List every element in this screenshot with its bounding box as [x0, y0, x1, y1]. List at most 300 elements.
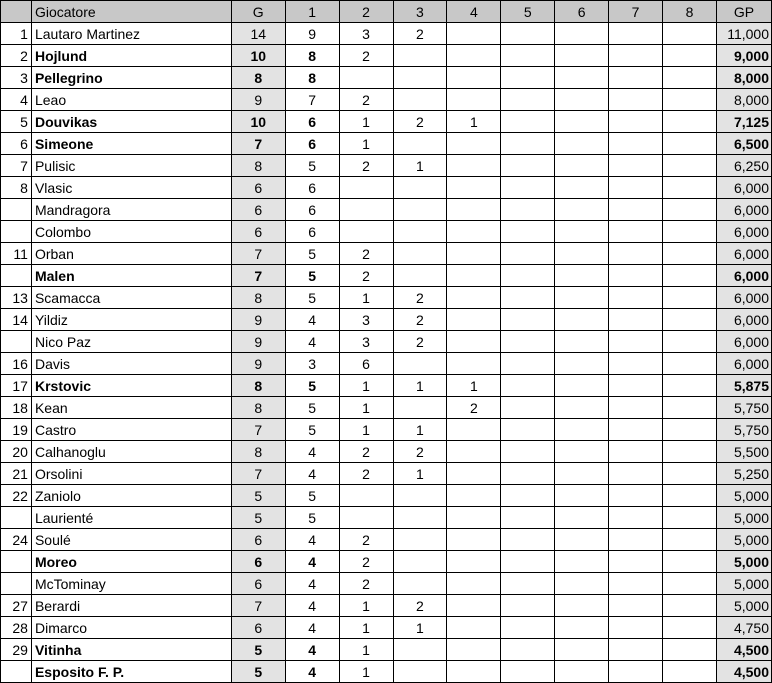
header-col-3: 3 — [393, 1, 447, 23]
gp-cell: 5,000 — [716, 573, 771, 595]
rank-cell: 19 — [1, 419, 32, 441]
col-7-cell — [609, 177, 663, 199]
col-6-cell — [555, 639, 609, 661]
col-3-cell: 2 — [393, 331, 447, 353]
col-7-cell — [609, 639, 663, 661]
col-7-cell — [609, 67, 663, 89]
player-name-cell: Krstovic — [31, 375, 231, 397]
rank-cell: 21 — [1, 463, 32, 485]
col-5-cell — [501, 89, 555, 111]
g-cell: 6 — [231, 617, 285, 639]
player-name-cell: Berardi — [31, 595, 231, 617]
player-name-cell: Mandragora — [31, 199, 231, 221]
col-1-cell: 5 — [285, 155, 339, 177]
col-1-cell: 4 — [285, 617, 339, 639]
g-cell: 6 — [231, 573, 285, 595]
rank-cell: 11 — [1, 243, 32, 265]
col-6-cell — [555, 23, 609, 45]
gp-cell: 5,000 — [716, 507, 771, 529]
g-cell: 14 — [231, 23, 285, 45]
player-name-cell: Kean — [31, 397, 231, 419]
col-3-cell — [393, 265, 447, 287]
col-2-cell: 2 — [339, 463, 393, 485]
col-4-cell — [447, 221, 501, 243]
table-row — [1, 551, 772, 573]
g-cell: 10 — [231, 111, 285, 133]
col-5-cell — [501, 309, 555, 331]
col-5-cell — [501, 265, 555, 287]
col-3-cell — [393, 221, 447, 243]
col-4-cell — [447, 67, 501, 89]
col-4-cell — [447, 529, 501, 551]
player-name-cell: Dimarco — [31, 617, 231, 639]
col-2-cell: 2 — [339, 155, 393, 177]
col-8-cell — [663, 133, 717, 155]
player-name-cell: Yildiz — [31, 309, 231, 331]
col-4-cell — [447, 661, 501, 683]
table-row — [1, 507, 772, 529]
col-7-cell — [609, 45, 663, 67]
gp-cell: 4,500 — [716, 639, 771, 661]
player-name-cell: Pellegrino — [31, 67, 231, 89]
table-body — [1, 23, 772, 683]
rank-cell: 3 — [1, 67, 32, 89]
g-cell: 5 — [231, 507, 285, 529]
gp-cell: 4,500 — [716, 661, 771, 683]
table-row — [1, 287, 772, 309]
col-3-cell — [393, 397, 447, 419]
col-8-cell — [663, 221, 717, 243]
col-5-cell — [501, 661, 555, 683]
table-row — [1, 463, 772, 485]
col-5-cell — [501, 155, 555, 177]
col-3-cell: 1 — [393, 155, 447, 177]
gp-cell: 5,750 — [716, 419, 771, 441]
g-cell: 8 — [231, 155, 285, 177]
rank-cell: 13 — [1, 287, 32, 309]
col-6-cell — [555, 287, 609, 309]
col-7-cell — [609, 199, 663, 221]
col-4-cell — [447, 243, 501, 265]
col-7-cell — [609, 507, 663, 529]
col-6-cell — [555, 243, 609, 265]
col-8-cell — [663, 353, 717, 375]
col-2-cell: 2 — [339, 265, 393, 287]
col-4-cell — [447, 89, 501, 111]
col-8-cell — [663, 419, 717, 441]
gp-cell: 8,000 — [716, 89, 771, 111]
col-2-cell: 2 — [339, 89, 393, 111]
col-3-cell: 2 — [393, 111, 447, 133]
col-5-cell — [501, 397, 555, 419]
rank-cell — [1, 661, 32, 683]
col-7-cell — [609, 419, 663, 441]
table-row — [1, 661, 772, 683]
col-5-cell — [501, 67, 555, 89]
header-col-8: 8 — [663, 1, 717, 23]
col-1-cell: 5 — [285, 243, 339, 265]
col-5-cell — [501, 45, 555, 67]
rank-cell: 18 — [1, 397, 32, 419]
col-1-cell: 7 — [285, 89, 339, 111]
col-7-cell — [609, 661, 663, 683]
rank-cell: 27 — [1, 595, 32, 617]
col-4-cell — [447, 419, 501, 441]
col-1-cell: 4 — [285, 661, 339, 683]
col-8-cell — [663, 45, 717, 67]
col-7-cell — [609, 529, 663, 551]
col-8-cell — [663, 23, 717, 45]
col-6-cell — [555, 375, 609, 397]
table-row — [1, 353, 772, 375]
rank-cell: 5 — [1, 111, 32, 133]
gp-cell: 9,000 — [716, 45, 771, 67]
col-7-cell — [609, 243, 663, 265]
table-row — [1, 375, 772, 397]
col-1-cell: 4 — [285, 573, 339, 595]
col-5-cell — [501, 177, 555, 199]
player-name-cell: Colombo — [31, 221, 231, 243]
col-5-cell — [501, 639, 555, 661]
player-name-cell: Lautaro Martinez — [31, 23, 231, 45]
player-name-cell: Douvikas — [31, 111, 231, 133]
col-1-cell: 4 — [285, 331, 339, 353]
g-cell: 5 — [231, 485, 285, 507]
rank-cell — [1, 331, 32, 353]
gp-cell: 6,000 — [716, 221, 771, 243]
col-8-cell — [663, 441, 717, 463]
col-6-cell — [555, 397, 609, 419]
col-8-cell — [663, 177, 717, 199]
col-4-cell — [447, 309, 501, 331]
rank-cell: 22 — [1, 485, 32, 507]
g-cell: 8 — [231, 287, 285, 309]
col-5-cell — [501, 551, 555, 573]
col-1-cell: 4 — [285, 639, 339, 661]
g-cell: 6 — [231, 221, 285, 243]
table-row — [1, 529, 772, 551]
header-gp: GP — [716, 1, 771, 23]
col-4-cell — [447, 573, 501, 595]
col-6-cell — [555, 529, 609, 551]
col-8-cell — [663, 639, 717, 661]
col-8-cell — [663, 397, 717, 419]
col-5-cell — [501, 353, 555, 375]
g-cell: 8 — [231, 397, 285, 419]
player-name-cell: Soulé — [31, 529, 231, 551]
col-2-cell: 2 — [339, 529, 393, 551]
col-5-cell — [501, 463, 555, 485]
col-1-cell: 4 — [285, 463, 339, 485]
gp-cell: 5,250 — [716, 463, 771, 485]
player-name-cell: Malen — [31, 265, 231, 287]
col-6-cell — [555, 111, 609, 133]
gp-cell: 6,000 — [716, 287, 771, 309]
col-7-cell — [609, 551, 663, 573]
col-7-cell — [609, 265, 663, 287]
col-3-cell — [393, 639, 447, 661]
col-3-cell — [393, 243, 447, 265]
col-7-cell — [609, 89, 663, 111]
col-8-cell — [663, 155, 717, 177]
col-8-cell — [663, 661, 717, 683]
col-4-cell — [447, 617, 501, 639]
player-name-cell: McTominay — [31, 573, 231, 595]
col-4-cell: 1 — [447, 375, 501, 397]
col-2-cell — [339, 177, 393, 199]
gp-cell: 6,000 — [716, 331, 771, 353]
col-6-cell — [555, 177, 609, 199]
col-2-cell: 2 — [339, 45, 393, 67]
col-5-cell — [501, 221, 555, 243]
col-1-cell: 8 — [285, 67, 339, 89]
col-5-cell — [501, 419, 555, 441]
player-name-cell: Vlasic — [31, 177, 231, 199]
g-cell: 5 — [231, 661, 285, 683]
table-row — [1, 199, 772, 221]
col-3-cell: 1 — [393, 463, 447, 485]
col-7-cell — [609, 133, 663, 155]
rank-cell: 7 — [1, 155, 32, 177]
col-6-cell — [555, 595, 609, 617]
col-7-cell — [609, 595, 663, 617]
col-4-cell — [447, 287, 501, 309]
rank-cell: 2 — [1, 45, 32, 67]
col-3-cell: 1 — [393, 617, 447, 639]
table-row — [1, 45, 772, 67]
player-name-cell: Nico Paz — [31, 331, 231, 353]
col-4-cell — [447, 177, 501, 199]
col-2-cell: 2 — [339, 551, 393, 573]
col-3-cell — [393, 199, 447, 221]
col-6-cell — [555, 661, 609, 683]
player-name-cell: Orsolini — [31, 463, 231, 485]
gp-cell: 6,000 — [716, 177, 771, 199]
table-row — [1, 573, 772, 595]
g-cell: 6 — [231, 177, 285, 199]
g-cell: 7 — [231, 265, 285, 287]
col-4-cell — [447, 551, 501, 573]
col-3-cell: 2 — [393, 287, 447, 309]
col-1-cell: 4 — [285, 551, 339, 573]
g-cell: 7 — [231, 133, 285, 155]
rank-cell — [1, 265, 32, 287]
col-6-cell — [555, 199, 609, 221]
col-5-cell — [501, 133, 555, 155]
header-col-1: 1 — [285, 1, 339, 23]
col-8-cell — [663, 331, 717, 353]
col-5-cell — [501, 617, 555, 639]
col-7-cell — [609, 375, 663, 397]
col-6-cell — [555, 155, 609, 177]
col-6-cell — [555, 573, 609, 595]
gp-cell: 8,000 — [716, 67, 771, 89]
rank-cell — [1, 221, 32, 243]
col-5-cell — [501, 199, 555, 221]
col-6-cell — [555, 309, 609, 331]
g-cell: 10 — [231, 45, 285, 67]
col-7-cell — [609, 331, 663, 353]
player-name-cell: Hojlund — [31, 45, 231, 67]
col-5-cell — [501, 375, 555, 397]
gp-cell: 5,000 — [716, 485, 771, 507]
player-name-cell: Davis — [31, 353, 231, 375]
gp-cell: 6,000 — [716, 265, 771, 287]
col-3-cell: 2 — [393, 309, 447, 331]
col-8-cell — [663, 67, 717, 89]
col-2-cell: 1 — [339, 639, 393, 661]
col-1-cell: 6 — [285, 177, 339, 199]
rank-cell: 8 — [1, 177, 32, 199]
rank-cell: 20 — [1, 441, 32, 463]
gp-cell: 7,125 — [716, 111, 771, 133]
col-3-cell: 1 — [393, 419, 447, 441]
col-8-cell — [663, 265, 717, 287]
col-4-cell — [447, 507, 501, 529]
col-6-cell — [555, 441, 609, 463]
header-col-7: 7 — [609, 1, 663, 23]
player-name-cell: Simeone — [31, 133, 231, 155]
gp-cell: 5,750 — [716, 397, 771, 419]
col-6-cell — [555, 221, 609, 243]
col-1-cell: 6 — [285, 221, 339, 243]
col-8-cell — [663, 463, 717, 485]
col-5-cell — [501, 243, 555, 265]
player-name-cell: Esposito F. P. — [31, 661, 231, 683]
col-8-cell — [663, 309, 717, 331]
col-6-cell — [555, 133, 609, 155]
col-8-cell — [663, 375, 717, 397]
col-3-cell — [393, 89, 447, 111]
player-name-cell: Moreo — [31, 551, 231, 573]
col-4-cell — [447, 199, 501, 221]
col-1-cell: 8 — [285, 45, 339, 67]
col-5-cell — [501, 441, 555, 463]
rank-cell: 24 — [1, 529, 32, 551]
col-6-cell — [555, 507, 609, 529]
col-5-cell — [501, 111, 555, 133]
col-4-cell — [447, 441, 501, 463]
table-row — [1, 89, 772, 111]
gp-cell: 6,000 — [716, 353, 771, 375]
col-8-cell — [663, 485, 717, 507]
col-3-cell — [393, 661, 447, 683]
gp-cell: 5,000 — [716, 595, 771, 617]
col-4-cell — [447, 463, 501, 485]
rank-cell: 14 — [1, 309, 32, 331]
col-4-cell — [447, 23, 501, 45]
col-6-cell — [555, 353, 609, 375]
col-1-cell: 4 — [285, 441, 339, 463]
col-5-cell — [501, 23, 555, 45]
col-1-cell: 4 — [285, 529, 339, 551]
table-row — [1, 397, 772, 419]
gp-cell: 6,000 — [716, 243, 771, 265]
gp-cell: 6,000 — [716, 199, 771, 221]
col-4-cell — [447, 485, 501, 507]
col-2-cell: 1 — [339, 397, 393, 419]
col-3-cell — [393, 485, 447, 507]
col-6-cell — [555, 463, 609, 485]
col-6-cell — [555, 485, 609, 507]
col-4-cell — [447, 595, 501, 617]
col-2-cell — [339, 199, 393, 221]
rank-cell: 17 — [1, 375, 32, 397]
col-4-cell — [447, 155, 501, 177]
rank-cell: 1 — [1, 23, 32, 45]
player-name-cell: Leao — [31, 89, 231, 111]
col-6-cell — [555, 89, 609, 111]
g-cell: 8 — [231, 375, 285, 397]
col-1-cell: 6 — [285, 111, 339, 133]
gp-cell: 6,500 — [716, 133, 771, 155]
col-6-cell — [555, 67, 609, 89]
col-3-cell — [393, 507, 447, 529]
gp-cell: 6,000 — [716, 309, 771, 331]
col-5-cell — [501, 287, 555, 309]
col-6-cell — [555, 551, 609, 573]
col-7-cell — [609, 617, 663, 639]
rank-cell: 4 — [1, 89, 32, 111]
col-4-cell — [447, 353, 501, 375]
table-row — [1, 617, 772, 639]
col-3-cell — [393, 133, 447, 155]
col-1-cell: 5 — [285, 485, 339, 507]
gp-cell: 5,000 — [716, 551, 771, 573]
table-row — [1, 485, 772, 507]
col-2-cell: 1 — [339, 419, 393, 441]
col-1-cell: 4 — [285, 595, 339, 617]
player-name-cell: Calhanoglu — [31, 441, 231, 463]
gp-cell: 5,875 — [716, 375, 771, 397]
col-8-cell — [663, 529, 717, 551]
col-2-cell — [339, 221, 393, 243]
gp-cell: 6,250 — [716, 155, 771, 177]
player-name-cell: Castro — [31, 419, 231, 441]
table-row — [1, 595, 772, 617]
rank-cell — [1, 551, 32, 573]
table-row — [1, 221, 772, 243]
col-7-cell — [609, 111, 663, 133]
col-1-cell: 9 — [285, 23, 339, 45]
player-name-cell: Pulisic — [31, 155, 231, 177]
player-name-cell: Vitinha — [31, 639, 231, 661]
col-3-cell: 2 — [393, 441, 447, 463]
col-7-cell — [609, 441, 663, 463]
table-row — [1, 23, 772, 45]
col-7-cell — [609, 397, 663, 419]
col-7-cell — [609, 353, 663, 375]
col-4-cell — [447, 639, 501, 661]
col-4-cell — [447, 265, 501, 287]
player-name-cell: Zaniolo — [31, 485, 231, 507]
col-8-cell — [663, 243, 717, 265]
g-cell: 8 — [231, 441, 285, 463]
col-5-cell — [501, 595, 555, 617]
col-1-cell: 5 — [285, 265, 339, 287]
col-1-cell: 5 — [285, 287, 339, 309]
rank-cell — [1, 573, 32, 595]
g-cell: 9 — [231, 89, 285, 111]
table-row — [1, 111, 772, 133]
col-1-cell: 6 — [285, 133, 339, 155]
col-2-cell: 3 — [339, 309, 393, 331]
col-2-cell — [339, 485, 393, 507]
table-row — [1, 309, 772, 331]
col-4-cell: 2 — [447, 397, 501, 419]
col-2-cell: 1 — [339, 617, 393, 639]
player-name-cell: Scamacca — [31, 287, 231, 309]
